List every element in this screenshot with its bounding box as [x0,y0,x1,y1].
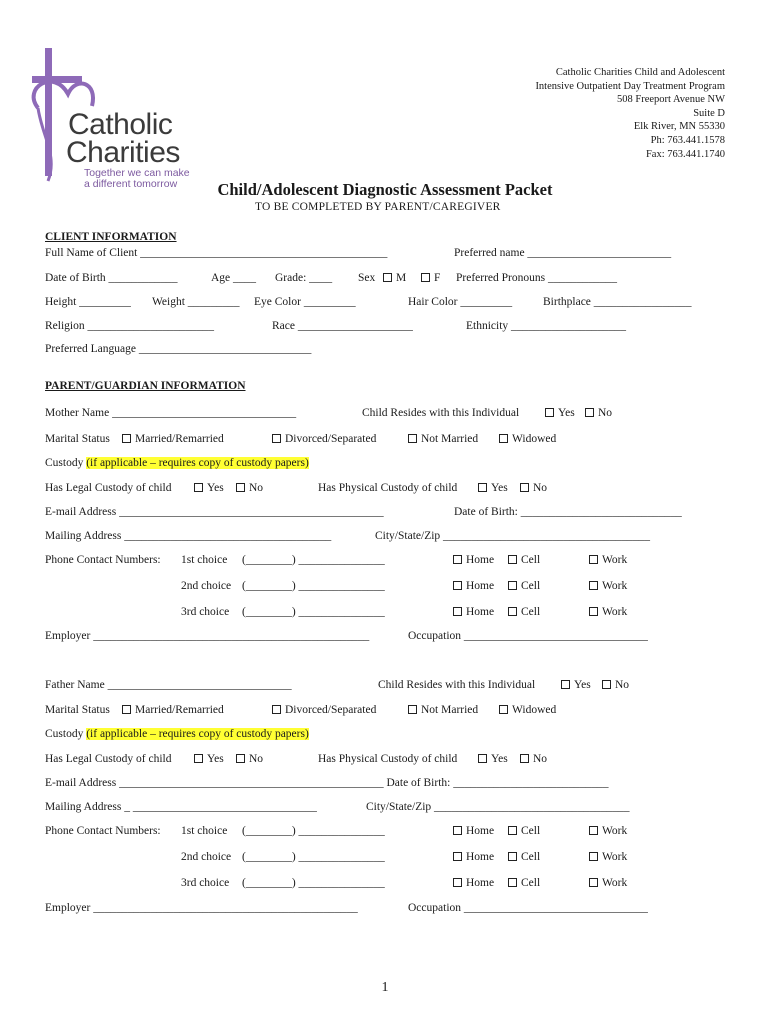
mother-choice2-work[interactable]: Work [589,579,627,593]
father-occupation-field[interactable]: Occupation ________________________________ [408,902,648,914]
mother-married-checkbox[interactable]: Married/Remarried [122,432,224,446]
checkbox-icon [520,754,529,763]
grade-field[interactable]: Grade: ____ [275,272,333,284]
father-choice2-cell[interactable]: Cell [508,850,540,864]
father-mailing-field[interactable]: Mailing Address _ ________________________________ [45,801,317,813]
checkbox-icon [589,878,598,887]
mother-city-field[interactable]: City/State/Zip ____________________________________ [375,530,651,542]
checkbox-icon [499,705,508,714]
address-line-3: 508 Freeport Avenue NW [617,94,725,106]
logo-word-catholic: Catholic [68,108,173,141]
father-legal-no[interactable]: No [236,752,263,766]
mother-choice2-label: 2nd choice [181,580,232,592]
father-choice2-field[interactable]: (________) _______________ [242,851,385,863]
father-choice2-work[interactable]: Work [589,850,627,864]
checkbox-icon [589,581,598,590]
mother-divorced-checkbox[interactable]: Divorced/Separated [272,432,376,446]
mother-email-field[interactable]: E-mail Address ______________________________________________ [45,506,384,518]
father-choice3-label: 3rd choice [181,877,230,889]
mother-choice1-field[interactable]: (________) _______________ [242,554,385,566]
father-divorced-checkbox[interactable]: Divorced/Separated [272,703,376,717]
hair-color-field[interactable]: Hair Color _________ [408,296,513,308]
address-line-2: Intensive Outpatient Day Treatment Program [535,80,725,92]
page-number: 1 [381,980,389,995]
father-legal-label: Has Legal Custody of child [45,753,172,765]
checkbox-icon [194,483,203,492]
mother-employer-field[interactable]: Employer ________________________________________________ [45,630,370,642]
program-address [535,66,725,161]
birthplace-field[interactable]: Birthplace _________________ [543,296,692,308]
father-choice3-cell[interactable]: Cell [508,876,540,890]
father-marital-label: Marital Status [45,704,110,716]
checkbox-icon [589,555,598,564]
checkbox-icon [508,852,517,861]
mother-legal-no[interactable]: No [236,481,263,495]
mother-resides-no[interactable]: No [585,406,612,420]
checkbox-icon [478,754,487,763]
father-choice2-home[interactable]: Home [453,850,494,864]
father-resides-no[interactable]: No [602,678,629,692]
father-choice2-label: 2nd choice [181,851,232,863]
client-dob-field[interactable]: Date of Birth ____________ [45,272,178,284]
father-physical-yes[interactable]: Yes [478,752,508,766]
age-field[interactable]: Age ____ [211,272,257,284]
checkbox-icon [194,754,203,763]
mother-choice2-cell[interactable]: Cell [508,579,540,593]
logo-word-charities: Charities [66,136,180,169]
father-employer-field[interactable]: Employer ______________________________________________ [45,902,358,914]
checkbox-icon [272,434,281,443]
checkbox-icon [589,607,598,616]
religion-field[interactable]: Religion ______________________ [45,320,214,332]
checkbox-icon [236,754,245,763]
parent-section-title: PARENT/GUARDIAN INFORMATION [45,380,246,392]
father-not-married-checkbox[interactable]: Not Married [408,703,478,717]
checkbox-icon [122,705,131,714]
checkbox-icon [408,434,417,443]
weight-field[interactable]: Weight _________ [152,296,240,308]
father-choice1-field[interactable]: (________) _______________ [242,825,385,837]
mother-choice2-field[interactable]: (________) _______________ [242,580,385,592]
checkbox-icon [453,852,462,861]
logo-tagline-2: a different tomorrow [84,178,178,190]
mother-choice2-home[interactable]: Home [453,579,494,593]
custody-note: (if applicable – requires copy of custody papers) [86,457,309,469]
mother-name-field[interactable]: Mother Name ________________________________ [45,407,297,419]
sex-m-checkbox[interactable]: M [383,271,406,285]
father-city-field[interactable]: City/State/Zip __________________________________ [366,801,630,813]
mother-not-married-checkbox[interactable]: Not Married [408,432,478,446]
mother-marital-label: Marital Status [45,433,110,445]
father-widowed-checkbox[interactable]: Widowed [499,703,556,717]
mother-legal-label: Has Legal Custody of child [45,482,172,494]
mother-choice1-home[interactable]: Home [453,553,494,567]
checkbox-icon [508,878,517,887]
full-name-field[interactable]: Full Name of Client ___________________________________________ [45,247,388,259]
checkbox-icon [499,434,508,443]
father-legal-yes[interactable]: Yes [194,752,224,766]
preferred-name-field[interactable]: Preferred name _________________________ [454,247,672,259]
mother-physical-yes[interactable]: Yes [478,481,508,495]
father-choice1-label: 1st choice [181,825,228,837]
client-section-title: CLIENT INFORMATION [45,231,177,243]
checkbox-icon [453,878,462,887]
checkbox-icon [602,680,611,689]
mother-custody-label: Custody (if applicable – requires copy of custody papers) [45,457,309,469]
checkbox-icon [508,555,517,564]
father-email-dob-field[interactable]: E-mail Address ______________________________________________ Date of Birth: ___________________________ [45,777,609,789]
checkbox-icon [585,408,594,417]
mother-choice1-label: 1st choice [181,554,228,566]
checkbox-icon [508,581,517,590]
checkbox-icon [589,852,598,861]
checkbox-icon [453,826,462,835]
mother-choice1-work[interactable]: Work [589,553,627,567]
mother-choice3-label: 3rd choice [181,606,230,618]
father-choice1-cell[interactable]: Cell [508,824,540,838]
checkbox-icon [478,483,487,492]
mother-choice3-home[interactable]: Home [453,605,494,619]
checkbox-icon [421,273,430,282]
address-phone: Ph: 763.441.1578 [650,134,725,146]
checkbox-icon [453,607,462,616]
father-physical-no[interactable]: No [520,752,547,766]
mother-resides-label: Child Resides with this Individual [362,407,520,419]
catholic-charities-logo [28,46,203,191]
sex-label: Sex [358,272,376,284]
preferred-language-field[interactable]: Preferred Language ______________________________ [45,343,312,355]
document-subtitle: TO BE COMPLETED BY PARENT/CAREGIVER [255,201,501,213]
father-choice3-work[interactable]: Work [589,876,627,890]
father-married-checkbox[interactable]: Married/Remarried [122,703,224,717]
father-phone-label: Phone Contact Numbers: [45,825,161,837]
sex-f-checkbox[interactable]: F [421,271,440,285]
checkbox-icon [453,581,462,590]
mother-phone-label: Phone Contact Numbers: [45,554,161,566]
father-choice1-work[interactable]: Work [589,824,627,838]
mother-legal-yes[interactable]: Yes [194,481,224,495]
mother-choice1-cell[interactable]: Cell [508,553,540,567]
mother-physical-no[interactable]: No [520,481,547,495]
father-choice1-home[interactable]: Home [453,824,494,838]
mother-choice3-cell[interactable]: Cell [508,605,540,619]
logo-tagline-1: Together we can make [84,167,190,179]
mother-physical-label: Has Physical Custody of child [318,482,458,494]
custody-note: (if applicable – requires copy of custody papers) [86,728,309,740]
mother-resides-yes[interactable]: Yes [545,406,575,420]
mother-dob-field[interactable]: Date of Birth: ____________________________ [454,506,682,518]
father-name-field[interactable]: Father Name ________________________________ [45,679,292,691]
eye-color-field[interactable]: Eye Color _________ [254,296,356,308]
mother-choice3-work[interactable]: Work [589,605,627,619]
checkbox-icon [122,434,131,443]
checkbox-icon [508,826,517,835]
checkbox-icon [272,705,281,714]
father-choice3-field[interactable]: (________) _______________ [242,877,385,889]
height-field[interactable]: Height _________ [45,296,131,308]
checkbox-icon [408,705,417,714]
address-line-4: Suite D [693,107,725,119]
document-title: Child/Adolescent Diagnostic Assessment Packet [217,180,553,199]
pronouns-field[interactable]: Preferred Pronouns ____________ [456,272,617,284]
ethnicity-field[interactable]: Ethnicity ____________________ [466,320,627,332]
mother-widowed-checkbox[interactable]: Widowed [499,432,556,446]
father-resides-label: Child Resides with this Individual [378,679,536,691]
checkbox-icon [520,483,529,492]
checkbox-icon [589,826,598,835]
mother-mailing-field[interactable]: Mailing Address ____________________________________ [45,530,332,542]
checkbox-icon [453,555,462,564]
mother-occupation-field[interactable]: Occupation ________________________________ [408,630,648,642]
father-custody-label: Custody (if applicable – requires copy of custody papers) [45,728,309,740]
mother-choice3-field[interactable]: (________) _______________ [242,606,385,618]
checkbox-icon [508,607,517,616]
father-resides-yes[interactable]: Yes [561,678,591,692]
checkbox-icon [236,483,245,492]
father-physical-label: Has Physical Custody of child [318,753,458,765]
checkbox-icon [545,408,554,417]
address-line-5: Elk River, MN 55330 [633,121,725,133]
checkbox-icon [383,273,392,282]
address-fax: Fax: 763.441.1740 [645,148,725,160]
father-choice3-home[interactable]: Home [453,876,494,890]
checkbox-icon [561,680,570,689]
address-line-1: Catholic Charities Child and Adolescent [555,67,725,78]
race-field[interactable]: Race ____________________ [272,320,413,332]
